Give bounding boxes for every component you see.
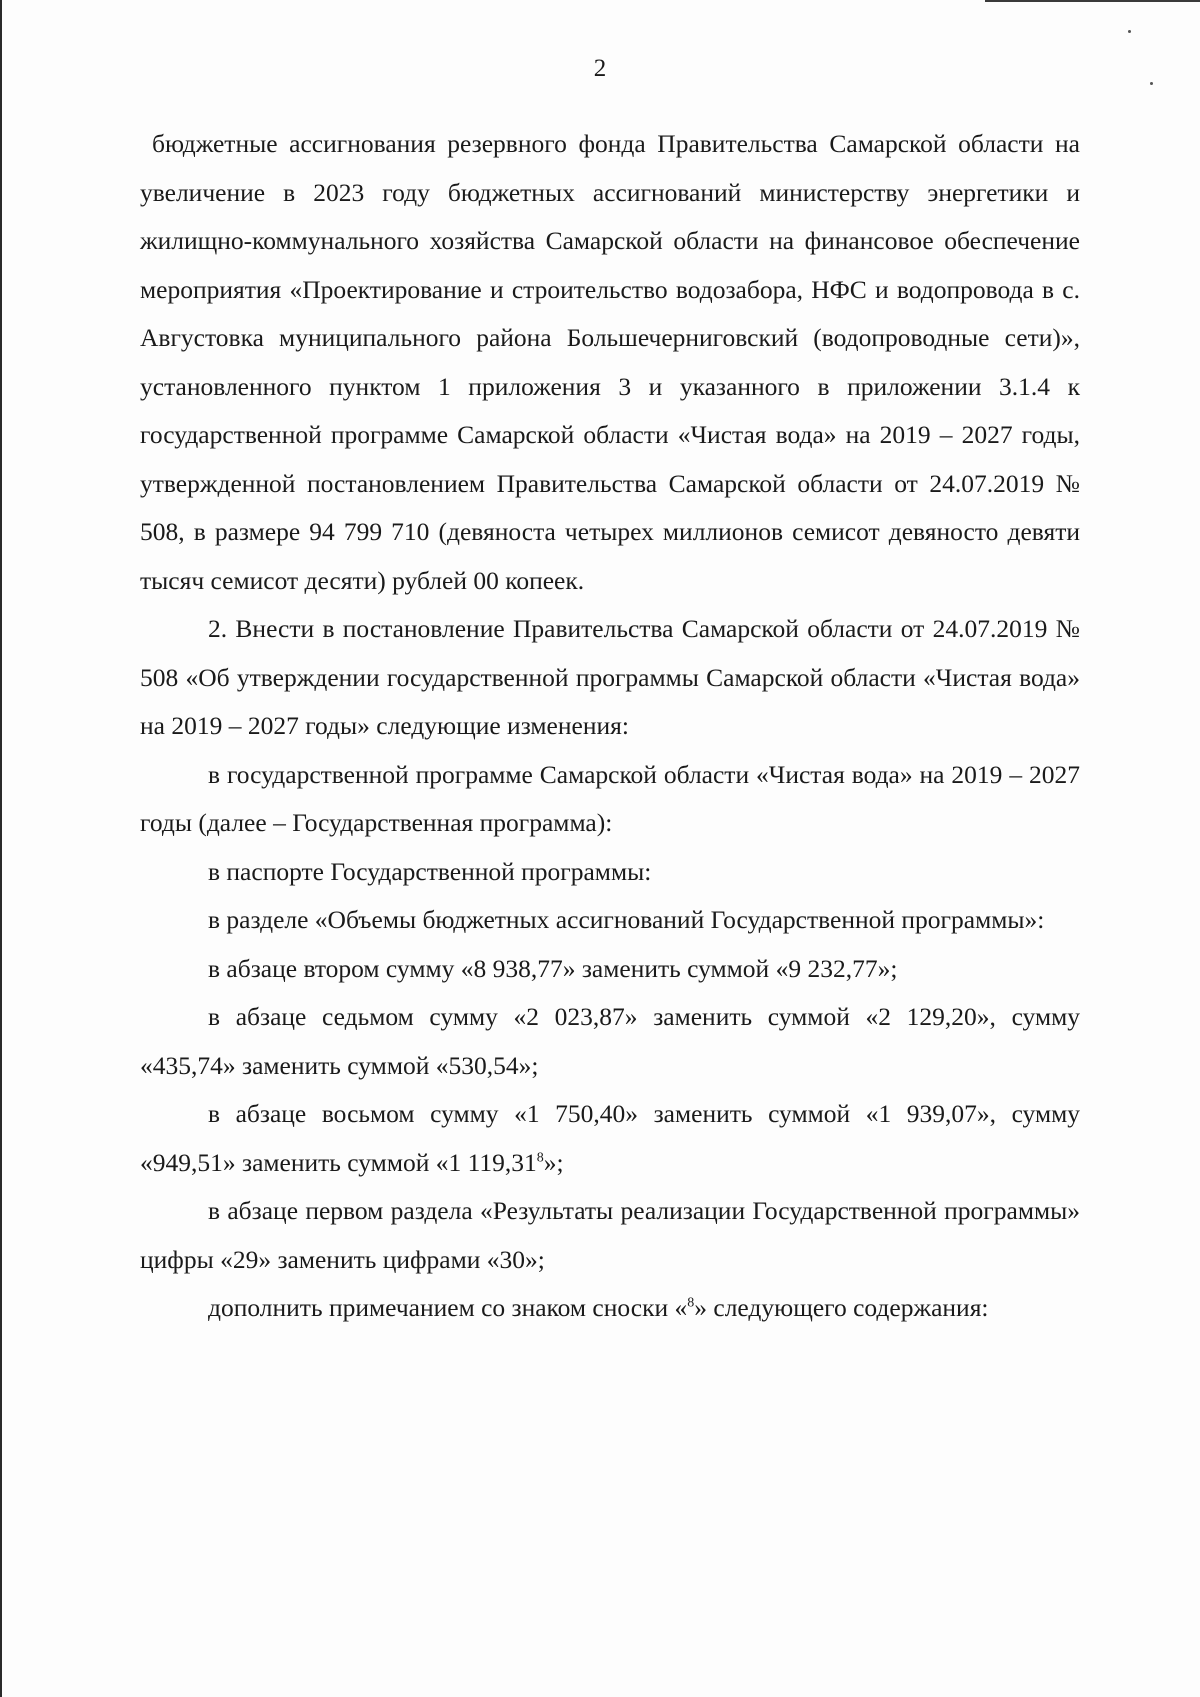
scan-left-edge	[0, 0, 2, 1697]
paragraph-footnote-note-end: » следующего содержания:	[694, 1293, 989, 1322]
footnote-mark: 8	[536, 1150, 544, 1165]
paragraph-results-section: в абзаце первом раздела «Результаты реализации Государственной программы» цифры «29» заменить цифрами «30»;	[140, 1196, 1080, 1274]
paragraph-eighth-clause	[140, 1090, 1080, 1187]
footnote-mark: 8	[687, 1295, 695, 1311]
paragraph-amend-resolution: 2. Внести в постановление Правительства Самарской области от 24.07.2019 № 508 «Об утверждении государственной программы Самарской области «Чистая вода» на 2019 – 2027 годы» следующие изменения:	[140, 614, 1080, 740]
paragraph-second-clause: в абзаце втором сумму «8 938,77» заменить суммой «9 232,77»;	[208, 953, 898, 983]
paragraph-eighth-clause-end: »;	[543, 1147, 564, 1177]
scan-speck	[1128, 30, 1131, 33]
document-body	[140, 120, 1080, 1333]
scan-top-edge	[985, 0, 1200, 2]
paragraph-footnote-note	[140, 1284, 1080, 1333]
page-number: 2	[593, 55, 607, 82]
paragraph-budget-section: в разделе «Объемы бюджетных ассигнований Государственной программы»:	[208, 905, 1045, 934]
paragraph-footnote-note-text: дополнить примечанием со знаком сноски «	[208, 1293, 688, 1322]
paragraph-state-program: в государственной программе Самарской области «Чистая вода» на 2019 – 2027 годы (далее – Государственная программа):	[140, 759, 1080, 837]
paragraph-reserve-fund: бюджетные ассигнования резервного фонда Правительства Самарской области на увеличение в 2023 году бюджетных ассигнований министерству энергетики и жилищно-коммунального хозяйства Самарской области на финансовое обеспечение мероприятия «Проектирование и строительство водозабора, НФС и водопровода в с. Августовка муниципального района Большечерниговский (водопроводные сети)», установленного пунктом 1 приложения 3 и указанного в приложении 3.1.4 к государственной программе Самарской области «Чистая вода» на 2019 – 2027 годы, утвержденной постановлением Правительства Самарской области от 24.07.2019 № 508, в размере 94 799 710 (девяноста четырех миллионов семисот девяносто девяти тысяч семисот десяти) рублей 00 копеек.	[140, 129, 1080, 595]
paragraph-passport: в паспорте Государственной программы:	[208, 856, 652, 886]
paragraph-eighth-clause-text: в абзаце восьмом сумму «1 750,40» заменить суммой «1 939,07», сумму «949,51» заменить суммой «1 119,31	[140, 1099, 1080, 1177]
paragraph-seventh-clause: в абзаце седьмом сумму «2 023,87» заменить суммой «2 129,20», сумму «435,74» заменить суммой «530,54»;	[140, 1002, 1080, 1080]
